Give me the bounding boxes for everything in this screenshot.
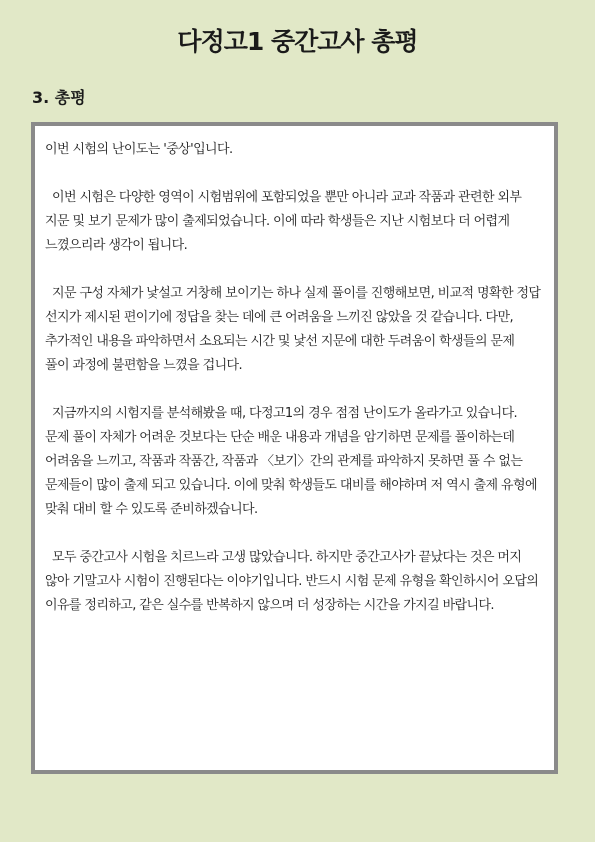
paragraph-closing: 모두 중간고사 시험을 치르느라 고생 많았습니다. 하지만 중간고사가 끝났다는 것은 머지 않아 기말고사 시험이 진행된다는 이야기입니다. 반드시 시험 문제 유형을 확인하시어 오답의 이유를 정리하고, 같은 실수를 반복하지 않으며 더 성장하는 시간을 가지길 바랍니다. — [45, 550, 539, 613]
summary-box — [31, 122, 558, 774]
paragraph-passage-structure: 지문 구성 자체가 낯설고 거창해 보이기는 하나 실제 풀이를 진행해보면, 비교적 명확한 정답 선지가 제시된 편이기에 정답을 찾는 데에 큰 어려움을 느끼진 않았을 것 같습니다. 다만, 추가적인 내용을 파악하면서 소요되는 시간 및 낯선 지문에 대한 두려움이 학생들의 문제 풀이 과정에 불편함을 느꼈을 겁니다. — [45, 286, 541, 373]
paragraph-difficulty: 이번 시험의 난이도는 '중상'입니다. — [45, 142, 233, 157]
section-heading: 3. 총평 — [32, 88, 86, 107]
paragraph-trend-analysis: 지금까지의 시험지를 분석해봤을 때, 다정고1의 경우 점점 난이도가 올라가고 있습니다. 문제 풀이 자체가 어려운 것보다는 단순 배운 내용과 개념을 암기하면 문제를 풀이하는데 어려움을 느끼고, 작품과 작품간, 작품과 〈보기〉간의 관계를 파악하지 못하면 풀 수 없는 문제들이 많이 출제 되고 있습니다. 이에 맞춰 학생들도 대비를 해야하며 저 역시 출제 유형에 맞춰 대비 할 수 있도록 준비하겠습니다. — [45, 406, 537, 517]
page-title: 다정고1 중간고사 총평 — [177, 27, 418, 56]
paragraph-scope: 이번 시험은 다양한 영역이 시험범위에 포함되었을 뿐만 아니라 교과 작품과 관련한 외부 지문 및 보기 문제가 많이 출제되었습니다. 이에 따라 학생들은 지난 시험보다 더 어렵게 느꼈으리라 생각이 됩니다. — [45, 190, 522, 253]
